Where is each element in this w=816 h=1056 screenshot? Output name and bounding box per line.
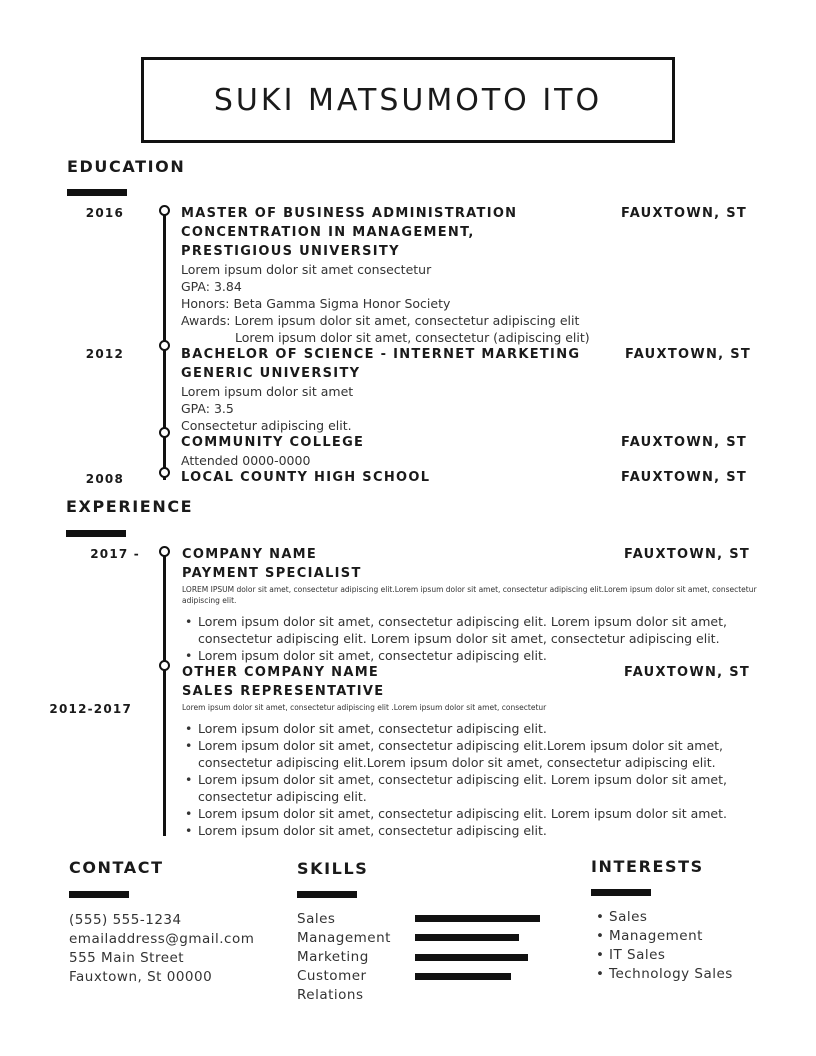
edu-school: COMMUNITY COLLEGE <box>181 435 365 450</box>
edu-gpa: GPA: 3.5 <box>181 401 234 416</box>
interest-item: • IT Sales <box>593 946 733 965</box>
contact-phone: (555) 555-1234 <box>69 912 182 928</box>
edu-concentration: CONCENTRATION IN MANAGEMENT, <box>181 225 475 240</box>
contact-email: emailaddress@gmail.com <box>69 931 255 947</box>
edu-year: 2012 <box>85 347 124 361</box>
experience-timeline <box>163 552 166 836</box>
timeline-node <box>159 467 170 478</box>
exp-location: FAUXTOWN, ST <box>624 665 751 680</box>
edu-line: Consectetur adipiscing elit. <box>181 418 352 433</box>
education-title: EDUCATION <box>67 157 186 176</box>
skill-bar <box>415 915 540 922</box>
exp-bullets <box>182 613 758 664</box>
skills-underline <box>297 891 357 898</box>
exp-role: PAYMENT SPECIALIST <box>182 566 362 581</box>
name-box <box>141 57 675 143</box>
contact-list <box>69 911 254 987</box>
edu-line: Attended 0000-0000 <box>181 453 311 468</box>
exp-bullet: • Lorem ipsum dolor sit amet, consectetur adipiscing elit. <box>182 647 758 664</box>
edu-school: GENERIC UNIVERSITY <box>181 366 361 381</box>
contact-underline <box>69 891 129 898</box>
interest-item: • Technology Sales <box>593 965 733 984</box>
exp-summary: LOREM IPSUM dolor sit amet, consectetur adipiscing elit.Lorem ipsum dolor sit amet, consectetur adipiscing elit.Lorem ipsum dolor sit amet, consectetur adipiscing elit. <box>182 585 757 605</box>
exp-company: COMPANY NAME <box>182 547 318 562</box>
exp-company: OTHER COMPANY NAME <box>182 665 380 680</box>
interests-title: INTERESTS <box>591 857 704 876</box>
exp-bullet: • Lorem ipsum dolor sit amet, consectetur adipiscing elit. Lorem ipsum dolor sit amet, consectetur adipiscing elit. Lorem ipsum dolor sit amet, consectetur adipiscing elit. <box>182 613 758 647</box>
edu-school: PRESTIGIOUS UNIVERSITY <box>181 244 400 259</box>
interest-item: • Sales <box>593 908 733 927</box>
edu-year: 2008 <box>85 472 124 486</box>
contact-title: CONTACT <box>69 858 164 877</box>
timeline-node <box>159 660 170 671</box>
experience-underline <box>66 530 126 537</box>
interests-list <box>593 908 733 984</box>
contact-city: Fauxtown, St 00000 <box>69 969 213 985</box>
exp-bullet: • Lorem ipsum dolor sit amet, consectetur adipiscing elit. Lorem ipsum dolor sit amet. <box>182 805 758 822</box>
edu-awards-cont: Lorem ipsum dolor sit amet, consectetur (adipiscing elit) <box>235 330 590 345</box>
exp-bullets <box>182 720 758 839</box>
skill-bar <box>415 934 519 941</box>
exp-location: FAUXTOWN, ST <box>624 547 751 562</box>
timeline-node <box>159 340 170 351</box>
timeline-node <box>159 205 170 216</box>
edu-degree: BACHELOR OF SCIENCE - INTERNET MARKETING <box>181 347 581 362</box>
timeline-node <box>159 546 170 557</box>
edu-entry <box>181 468 430 487</box>
skill-bar <box>415 954 528 961</box>
edu-location: FAUXTOWN, ST <box>621 470 748 485</box>
interest-item: • Management <box>593 927 733 946</box>
edu-gpa: GPA: 3.84 <box>181 279 242 294</box>
exp-year: 2017 - <box>90 547 140 561</box>
edu-entry <box>181 204 590 346</box>
education-underline <box>67 189 127 196</box>
exp-bullet: • Lorem ipsum dolor sit amet, consectetur adipiscing elit. <box>182 720 758 737</box>
exp-bullet: • Lorem ipsum dolor sit amet, consectetur adipiscing elit. <box>182 822 758 839</box>
edu-degree: MASTER OF BUSINESS ADMINISTRATION <box>181 206 518 221</box>
skill-label: Marketing <box>297 949 369 965</box>
contact-street: 555 Main Street <box>69 950 185 966</box>
edu-school: LOCAL COUNTY HIGH SCHOOL <box>181 470 431 485</box>
candidate-name: SUKI MATSUMOTO ITO <box>213 82 603 118</box>
timeline-node <box>159 427 170 438</box>
edu-location: FAUXTOWN, ST <box>621 435 748 450</box>
exp-bullet: • Lorem ipsum dolor sit amet, consectetur adipiscing elit.Lorem ipsum dolor sit amet, consectetur adipiscing elit.Lorem ipsum dolor sit amet, consectetur adipiscing elit. <box>182 737 758 771</box>
edu-awards: Awards: Lorem ipsum dolor sit amet, consectetur adipiscing elit <box>181 313 580 328</box>
exp-summary: Lorem ipsum dolor sit amet, consectetur adipiscing elit .Lorem ipsum dolor sit amet, consectetur <box>182 703 547 712</box>
exp-entry <box>182 545 758 664</box>
skills-title: SKILLS <box>297 859 369 878</box>
skill-bar <box>415 973 511 980</box>
edu-entry <box>181 433 364 469</box>
skills-list <box>297 910 391 1005</box>
exp-role: SALES REPRESENTATIVE <box>182 684 385 699</box>
edu-location: FAUXTOWN, ST <box>621 206 748 221</box>
edu-year: 2016 <box>85 206 124 220</box>
edu-honors: Honors: Beta Gamma Sigma Honor Society <box>181 296 451 311</box>
skill-label: Sales <box>297 911 336 927</box>
interests-underline <box>591 889 651 896</box>
skill-label: Customer Relations <box>297 968 367 1003</box>
exp-bullet: • Lorem ipsum dolor sit amet, consectetur adipiscing elit. Lorem ipsum dolor sit amet, consectetur adipiscing elit. <box>182 771 758 805</box>
edu-entry <box>181 345 580 434</box>
exp-entry <box>182 663 758 839</box>
exp-year: 2012-2017 <box>49 702 132 716</box>
skill-label: Management <box>297 930 391 946</box>
edu-location: FAUXTOWN, ST <box>625 347 752 362</box>
experience-title: EXPERIENCE <box>66 497 194 516</box>
edu-line: Lorem ipsum dolor sit amet <box>181 384 354 399</box>
edu-line: Lorem ipsum dolor sit amet consectetur <box>181 262 432 277</box>
